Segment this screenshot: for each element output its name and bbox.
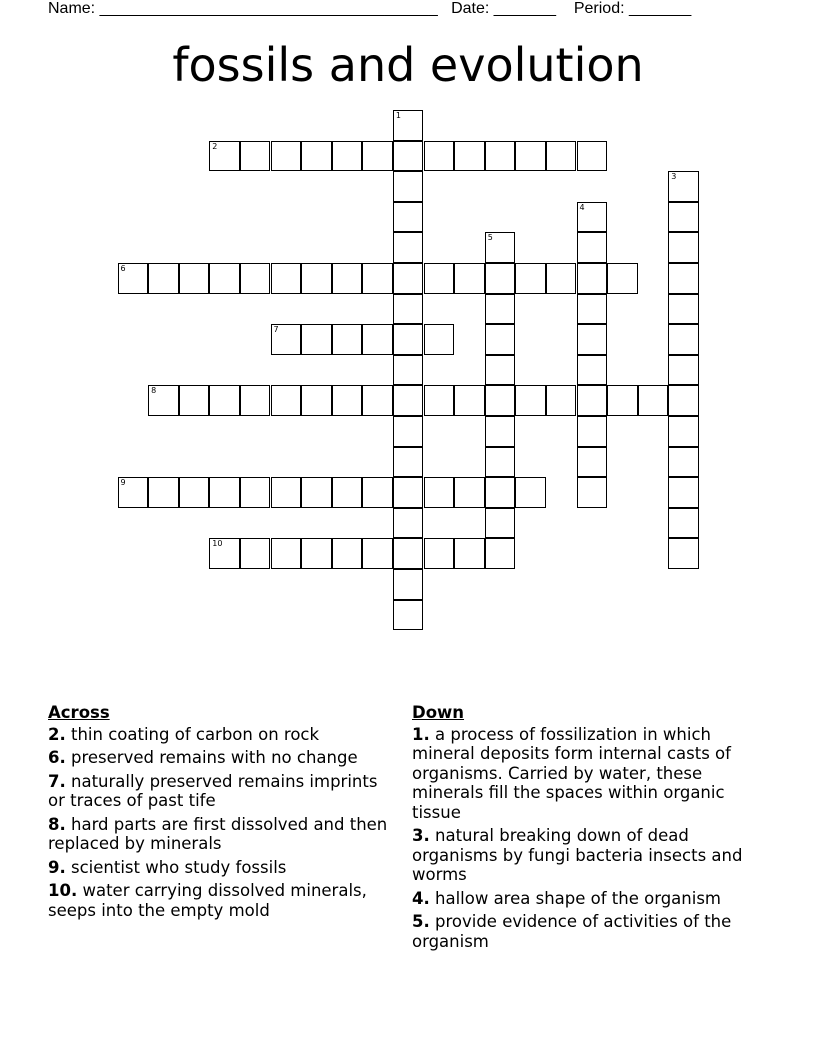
crossword-cell[interactable] [485,324,516,355]
crossword-cell[interactable] [393,141,424,172]
name-label: Name: [48,0,96,17]
crossword-cell[interactable] [668,232,699,263]
crossword-cell[interactable] [454,141,485,172]
crossword-cell[interactable] [454,477,485,508]
across-heading: Across [48,703,110,722]
crossword-cell[interactable] [393,263,424,294]
crossword-cell[interactable] [179,477,210,508]
crossword-cell[interactable] [240,263,271,294]
crossword-cell[interactable] [332,141,363,172]
clue-number: 6 [120,264,126,273]
crossword-cell[interactable] [668,171,699,202]
crossword-cell[interactable] [209,477,240,508]
crossword-cell[interactable] [515,263,546,294]
crossword-cell[interactable] [332,324,363,355]
date-label: Date: [451,0,490,17]
crossword-cell[interactable] [209,538,240,569]
crossword-cell[interactable] [485,538,516,569]
crossword-cell[interactable] [668,324,699,355]
crossword-cell[interactable] [118,263,149,294]
crossword-cell[interactable] [271,385,302,416]
crossword-cell[interactable] [485,508,516,539]
crossword-cell[interactable] [668,538,699,569]
name-blank[interactable]: ______________________________________ [99,0,438,17]
crossword-cell[interactable] [668,263,699,294]
crossword-cell[interactable] [515,385,546,416]
crossword-cell[interactable] [209,385,240,416]
crossword-cell[interactable] [240,538,271,569]
crossword-cell[interactable] [240,477,271,508]
crossword-cell[interactable] [668,385,699,416]
down-heading: Down [412,703,465,722]
crossword-cell[interactable] [209,263,240,294]
crossword-cell[interactable] [515,141,546,172]
crossword-cell[interactable] [485,355,516,386]
crossword-cell[interactable] [668,477,699,508]
crossword-cell[interactable] [393,232,424,263]
puzzle-title: fossils and evolution [172,38,644,92]
crossword-cell[interactable] [424,263,455,294]
crossword-cell[interactable] [393,569,424,600]
crossword-cell[interactable] [148,263,179,294]
crossword-cell[interactable] [362,477,393,508]
crossword-cell[interactable] [424,477,455,508]
crossword-cell[interactable] [424,324,455,355]
crossword-cell[interactable] [362,263,393,294]
clue-across: 10. water carrying dissolved minerals, seeps into the empty mold [48,881,367,920]
crossword-cell[interactable] [485,232,516,263]
crossword-cell[interactable] [577,477,608,508]
crossword-cell[interactable] [577,385,608,416]
crossword-cell[interactable] [393,294,424,325]
crossword-cell[interactable] [577,324,608,355]
clue-number: 7 [273,325,279,335]
crossword-cell[interactable] [393,447,424,478]
crossword-cell[interactable] [485,416,516,447]
crossword-cell[interactable] [393,355,424,386]
clue-across: 6. preserved remains with no change [48,748,358,767]
crossword-cell[interactable] [271,141,302,172]
crossword-cell[interactable] [485,477,516,508]
crossword-cell[interactable] [393,324,424,355]
crossword-cell[interactable] [577,416,608,447]
crossword-cell[interactable] [179,385,210,416]
crossword-cell[interactable] [546,385,577,416]
crossword-cell[interactable] [638,385,669,416]
clue-number: 3 [671,172,677,182]
crossword-cell[interactable] [271,538,302,569]
crossword-cell[interactable] [485,263,516,294]
crossword-cell[interactable] [332,538,363,569]
crossword-cell[interactable] [148,385,179,416]
student-info-header [48,0,691,18]
crossword-cell[interactable] [332,477,363,508]
clue-number: 1 [395,111,401,120]
clue-number: 5 [487,233,493,243]
crossword-cell[interactable] [301,141,332,172]
crossword-cell[interactable] [301,385,332,416]
crossword-cell[interactable] [668,202,699,233]
crossword-cell[interactable] [577,355,608,386]
clue-number: 2 [212,141,218,151]
crossword-cell[interactable] [393,385,424,416]
crossword-cell[interactable] [577,202,608,233]
crossword-cell[interactable] [424,538,455,569]
crossword-cell[interactable] [332,385,363,416]
crossword-cell[interactable] [393,416,424,447]
crossword-cell[interactable] [546,141,577,172]
period-blank[interactable]: _______ [629,0,692,17]
clue-down: 5. provide evidence of activities of the organism [412,912,732,951]
clue-down: 4. hallow area shape of the organism [412,888,722,908]
crossword-cell[interactable] [362,141,393,172]
crossword-cell[interactable] [577,141,608,172]
crossword-cell[interactable] [332,263,363,294]
crossword-cell[interactable] [393,600,424,631]
crossword-cell[interactable] [362,385,393,416]
crossword-cell[interactable] [607,263,638,294]
date-blank[interactable]: _______ [493,0,557,17]
crossword-cell[interactable] [424,141,455,172]
crossword-cell[interactable] [271,477,302,508]
crossword-cell[interactable] [393,110,424,141]
crossword-cell[interactable] [668,508,699,539]
crossword-cell[interactable] [393,538,424,569]
crossword-cell[interactable] [485,294,516,325]
crossword-cell[interactable] [454,263,485,294]
clue-across: 2. thin coating of carbon on rock [48,724,320,744]
crossword-cell[interactable] [546,263,577,294]
crossword-cell[interactable] [362,538,393,569]
clue-across: 8. hard parts are first dissolved and then replaced by minerals [48,814,388,853]
crossword-cell[interactable] [209,141,240,172]
crossword-cell[interactable] [301,477,332,508]
crossword-cell[interactable] [668,447,699,478]
crossword-cell[interactable] [454,385,485,416]
crossword-cell[interactable] [393,477,424,508]
clue-down: 3. natural breaking down of dead organisms by fungi bacteria insects and worms [412,826,743,884]
clue-number: 4 [579,202,585,212]
crossword-cell[interactable] [577,232,608,263]
crossword-cell[interactable] [271,324,302,355]
crossword-cell[interactable] [454,538,485,569]
crossword-cell[interactable] [271,263,302,294]
clue-down: 1. a process of fossilization in which mineral deposits form internal casts of organisms. Carried by water, these minerals fill the spaces within organic tissue [412,724,731,822]
crossword-cell[interactable] [301,263,332,294]
crossword-cell[interactable] [118,477,149,508]
crossword-cell[interactable] [240,385,271,416]
crossword-cell[interactable] [148,477,179,508]
crossword-cell[interactable] [362,324,393,355]
clue-number: 8 [151,386,157,396]
crossword-cell[interactable] [607,385,638,416]
across-clues [48,703,398,924]
crossword-cell[interactable] [515,477,546,508]
crossword-cell[interactable] [668,355,699,386]
crossword-cell[interactable] [393,171,424,202]
down-clues [412,703,772,955]
crossword-cell[interactable] [577,294,608,325]
clue-number: 9 [120,478,126,488]
crossword-cell[interactable] [668,416,699,447]
crossword-cell[interactable] [485,447,516,478]
crossword-cell[interactable] [424,385,455,416]
crossword-cell[interactable] [577,263,608,294]
crossword-cell[interactable] [393,202,424,233]
crossword-cell[interactable] [301,324,332,355]
crossword-cell[interactable] [179,263,210,294]
crossword-cell[interactable] [668,294,699,325]
crossword-cell[interactable] [485,385,516,416]
crossword-cell[interactable] [577,447,608,478]
clue-across: 7. naturally preserved remains imprints or traces of past tife [48,771,378,810]
crossword-cell[interactable] [301,538,332,569]
period-label: Period: [573,0,625,17]
clue-number: 10 [212,539,223,549]
crossword-cell[interactable] [240,141,271,172]
crossword-cell[interactable] [485,141,516,172]
crossword-cell[interactable] [393,508,424,539]
clue-across: 9. scientist who study fossils [48,857,287,877]
